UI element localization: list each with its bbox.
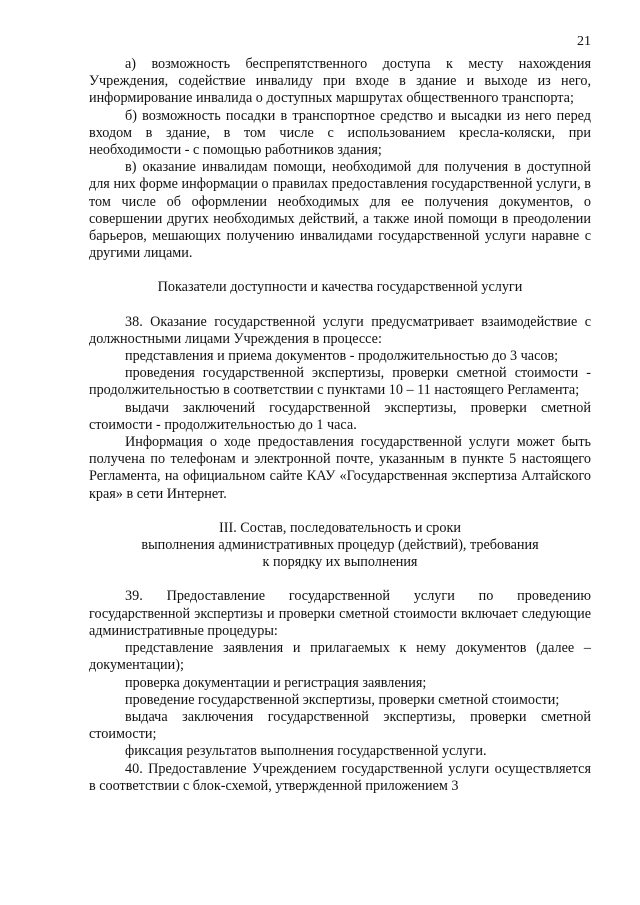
heading-section-3 (89, 520, 591, 572)
paragraph-a: а) возможность беспрепятственного доступа к месту нахождения Учреждения, содействие инвалиду при входе в здание и выходе из него, информирование инвалида о доступных маршрутах общественного транспорта; (89, 56, 591, 107)
page-number: 21 (577, 34, 591, 49)
procedure-item-2: проверка документации и регистрация заявления; (125, 674, 427, 691)
procedure-item-1: представление заявления и прилагаемых к нему документов (далее – документации); (89, 640, 591, 674)
interaction-item-1: представления и приема документов - продолжительностью до 3 часов; (125, 348, 559, 365)
document-body (89, 56, 591, 795)
procedure-item-3: проведение государственной экспертизы, проверки сметной стоимости; (125, 691, 560, 708)
interaction-item-2: проведения государственной экспертизы, проверки сметной стоимости - продолжительностью в соответствии с пунктами 10 – 11 настоящего Регламента; (89, 365, 591, 399)
paragraph-38: 38. Оказание государственной услуги предусматривает взаимодействие с должностными лицами Учреждения в процессе: (89, 313, 591, 347)
paragraph-39: 39. Предоставление государственной услуги по проведению государственной экспертизы и проверки сметной стоимости включает следующие административные процедуры: (89, 588, 591, 639)
heading-section-3-line-3: к порядку их выполнения (262, 554, 418, 571)
interaction-item-3: выдачи заключений государственной экспертизы, проверки сметной стоимости - продолжительностью до 1 часа. (89, 399, 591, 433)
procedure-item-5: фиксация результатов выполнения государственной услуги. (125, 743, 487, 760)
heading-accessibility: Показатели доступности и качества государственной услуги (157, 279, 523, 296)
paragraph-40: 40. Предоставление Учреждением государственной услуги осуществляется в соответствии с блок-схемой, утвержденной приложением 3 (89, 760, 591, 794)
procedure-item-4: выдача заключения государственной экспертизы, проверки сметной стоимости; (89, 708, 591, 743)
heading-section-3-line-1: III. Состав, последовательность и сроки (219, 519, 461, 536)
paragraph-b: б) возможность посадки в транспортное средство и высадки из него перед входом в здание, в том числе с использованием кресла-коляски, при необходимости - с помощью работников здания; (89, 107, 591, 159)
paragraph-info: Информация о ходе предоставления государственной услуги может быть получена по телефонам и электронной почте, указанным в пункте 5 настоящего Регламента, на официальном сайте КАУ «Государственная экспертиза Алтайского края» в сети Интернет. (89, 434, 591, 502)
paragraph-v: в) оказание инвалидам помощи, необходимой для получения в доступной для них форме информации о правилах предоставления государственной услуги, в том числе об оформлении необходимых для ее получения документов, о совершении других необходимых действий, а также иной помощи в преодолении барьеров, мешающих получению инвалидами государственной услуги наравне с другими лицами. (89, 159, 591, 262)
heading-section-3-line-2: выполнения административных процедур (действий), требования (141, 537, 539, 554)
